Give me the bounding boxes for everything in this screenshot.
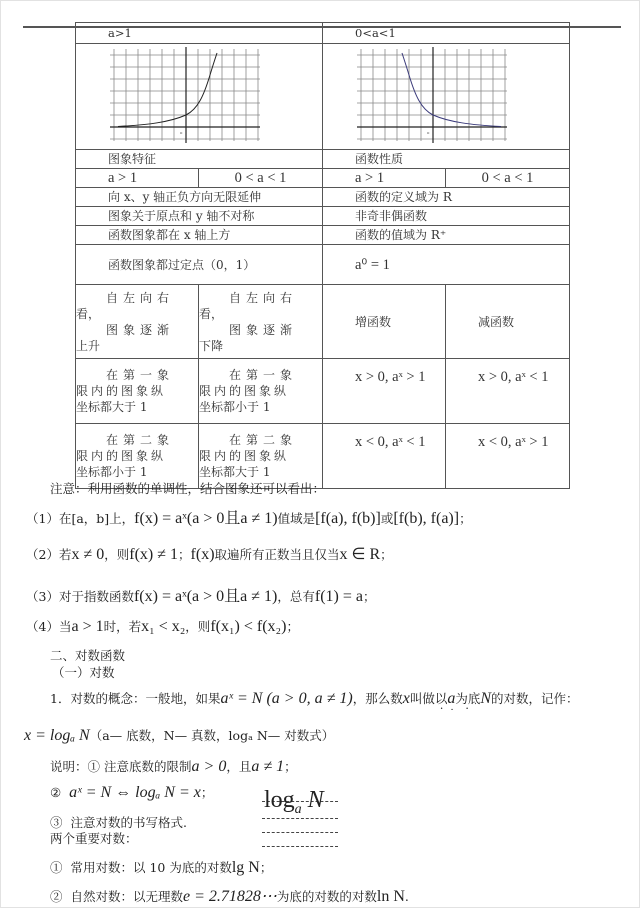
quadrant2-feature-lt1: 在第二象 限内的图象纵 坐标都大于 1 — [199, 424, 323, 489]
explanation-3: ③ 注意对数的书写格式. — [50, 815, 187, 830]
feature-row: 向 x、y 轴正负方向无限延伸 — [76, 188, 323, 207]
svg-text:o: o — [180, 129, 183, 135]
explanation-2: ② aˣ = N ⇔ logₐ N = x； — [50, 784, 214, 801]
subsection-title: （一）对数 — [52, 665, 115, 680]
quadrant1-feature-gt1: 在第一象 限内的图象纵 坐标都大于 1 — [76, 359, 199, 424]
important-log-common: ① 常用对数：以 10 为底的对数lg N； — [50, 859, 273, 876]
dashed-guide-line — [262, 832, 338, 833]
cond-property-lt1: 0 < a < 1 — [446, 169, 570, 188]
quadrant1-feature-lt1: 在第一象 限内的图象纵 坐标都小于 1 — [199, 359, 323, 424]
monotonic-feature-lt1: 自左向右 看， 图象逐渐 下降 — [199, 285, 323, 359]
monotonic-property-gt1: 增函数 — [323, 285, 446, 359]
property-row: 非奇非偶函数 — [323, 207, 570, 226]
dashed-guide-line — [262, 818, 338, 819]
graph-cell-gt1 — [76, 44, 323, 150]
feature-row: 函数图象都在 x 轴上方 — [76, 226, 323, 245]
property-row: a⁰ = 1 — [323, 245, 570, 285]
explanation-1: 说明：① 注意底数的限制a > 0，且a ≠ 1； — [50, 758, 297, 775]
property-item-4: （4）当a > 1时，若x₁ < x₂，则f(x₁) < f(x₂)； — [26, 618, 299, 635]
section-header-properties: 函数性质 — [323, 150, 570, 169]
dashed-guide-line — [262, 846, 338, 847]
quadrant2-property-lt1: x < 0, aˣ > 1 — [446, 424, 570, 489]
property-row: 函数的值域为 R⁺ — [323, 226, 570, 245]
log-notation-line: x = logₐ N（a— 底数，N— 真数，logₐ N— 对数式） — [24, 727, 335, 744]
important-logs-title: 两个重要对数： — [50, 831, 138, 846]
property-row: 函数的定义域为 R — [323, 188, 570, 207]
quadrant2-feature-gt1: 在第二象 限内的图象纵 坐标都小于 1 — [76, 424, 199, 489]
cond-feature-lt1: 0 < a < 1 — [199, 169, 323, 188]
section-header-features: 图象特征 — [76, 150, 323, 169]
quadrant1-property-gt1: x > 0, aˣ > 1 — [323, 359, 446, 424]
monotonic-property-lt1: 减函数 — [446, 285, 570, 359]
exponential-increasing-graph — [108, 45, 260, 145]
log-concept-line: 1．对数的概念：一般地，如果aˣ = N (a > 0, a ≠ 1)，那么数x叫做以a ·为底N的对数，记作： — [50, 689, 579, 708]
log-writing-format-box — [262, 787, 338, 847]
feature-row: 图象关于原点和 y 轴不对称 — [76, 207, 323, 226]
note-text: 注意：利用函数的单调性，结合图象还可以看出： — [50, 481, 326, 496]
property-item-3: （3）对于指数函数f(x) = aˣ(a > 0且a ≠ 1)，总有f(1) = a； — [26, 588, 376, 605]
graph-header-lt1: 0<a<1 — [323, 23, 570, 44]
cond-feature-gt1: a > 1 — [76, 169, 199, 188]
section-title: 二、对数函数 — [50, 648, 126, 663]
monotonic-feature-gt1: 自左向右 看， 图象逐渐 上升 — [76, 285, 199, 359]
exponential-function-table — [75, 22, 570, 489]
cond-property-gt1: a > 1 — [323, 169, 446, 188]
property-item-1: （1）在[a，b]上，f(x) = aˣ(a > 0且a ≠ 1)值域是[f(a), f(b)]或[f(b), f(a)]； — [26, 510, 472, 527]
svg-text:o: o — [427, 129, 430, 135]
feature-row: 函数图象都过定点（0，1） — [76, 245, 323, 285]
important-log-natural: ② 自然对数：以无理数e = 2.71828⋯为底的对数的对数ln N. — [50, 888, 409, 905]
graph-header-gt1: a>1 — [76, 23, 323, 44]
log-writing-example: $\log_a N$ — [264, 787, 324, 817]
property-item-2: （2）若x ≠ 0，则f(x) ≠ 1；f(x)取遍所有正数当且仅当x ∈ R； — [26, 546, 393, 563]
quadrant2-property-gt1: x < 0, aˣ < 1 — [323, 424, 446, 489]
exponential-decreasing-graph — [355, 45, 507, 145]
graph-cell-lt1 — [323, 44, 570, 150]
quadrant1-property-lt1: x > 0, aˣ < 1 — [446, 359, 570, 424]
